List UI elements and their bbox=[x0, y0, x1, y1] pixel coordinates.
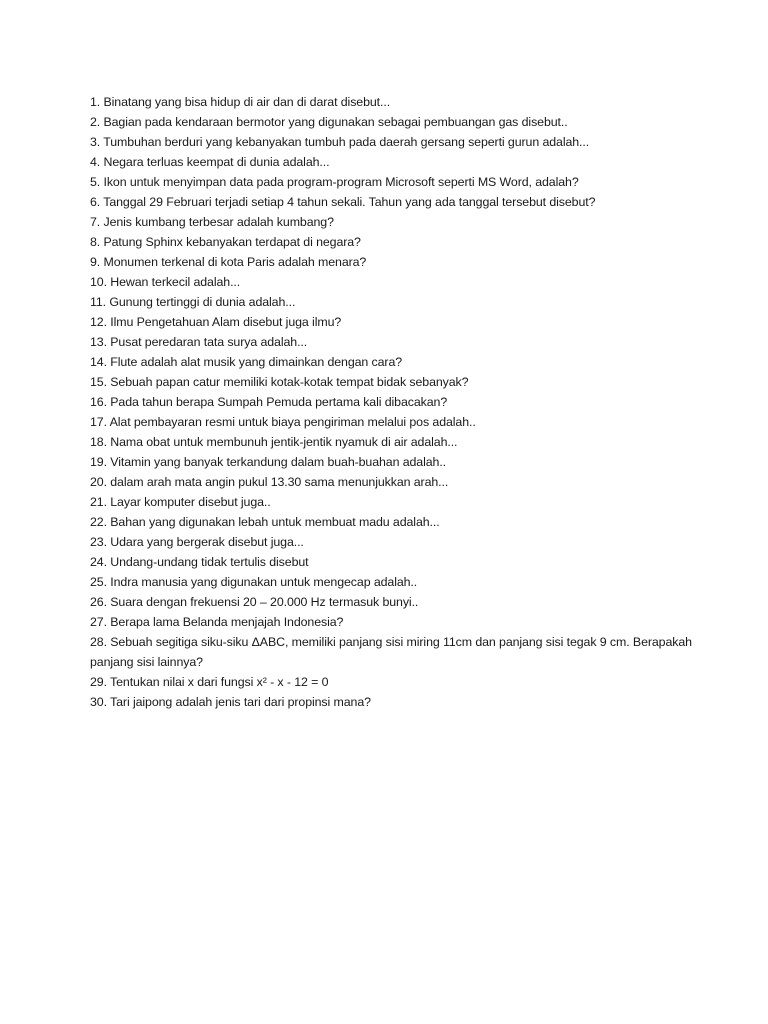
question-item: 6. Tanggal 29 Februari terjadi setiap 4 tahun sekali. Tahun yang ada tanggal tersebut disebut? bbox=[90, 195, 596, 209]
question-item: 28. Sebuah segitiga siku-siku ΔABC, memiliki panjang sisi miring 11cm dan panjang sisi tegak 9 cm. Berapakah panjang sisi lainnya? bbox=[90, 635, 692, 669]
question-item: 22. Bahan yang digunakan lebah untuk membuat madu adalah... bbox=[90, 515, 440, 529]
question-item: 17. Alat pembayaran resmi untuk biaya pengiriman melalui pos adalah.. bbox=[90, 415, 476, 429]
question-item: 30. Tari jaipong adalah jenis tari dari propinsi mana? bbox=[90, 695, 371, 709]
question-item: 26. Suara dengan frekuensi 20 – 20.000 Hz termasuk bunyi.. bbox=[90, 595, 419, 609]
question-item: 9. Monumen terkenal di kota Paris adalah menara? bbox=[90, 255, 367, 269]
question-item: 18. Nama obat untuk membunuh jentik-jentik nyamuk di air adalah... bbox=[90, 435, 458, 449]
question-item: 15. Sebuah papan catur memiliki kotak-kotak tempat bidak sebanyak? bbox=[90, 375, 469, 389]
question-item: 5. Ikon untuk menyimpan data pada program-program Microsoft seperti MS Word, adalah? bbox=[90, 175, 579, 189]
question-item: 1. Binatang yang bisa hidup di air dan di darat disebut... bbox=[90, 95, 391, 109]
question-item: 23. Udara yang bergerak disebut juga... bbox=[90, 535, 304, 549]
question-item: 27. Berapa lama Belanda menjajah Indonesia? bbox=[90, 615, 344, 629]
question-item: 3. Tumbuhan berduri yang kebanyakan tumbuh pada daerah gersang seperti gurun adalah... bbox=[90, 135, 590, 149]
question-item: 11. Gunung tertinggi di dunia adalah... bbox=[90, 295, 296, 309]
question-item: 2. Bagian pada kendaraan bermotor yang digunakan sebagai pembuangan gas disebut.. bbox=[90, 115, 568, 129]
question-item: 14. Flute adalah alat musik yang dimainkan dengan cara? bbox=[90, 355, 403, 369]
question-item: 7. Jenis kumbang terbesar adalah kumbang? bbox=[90, 215, 334, 229]
question-item: 16. Pada tahun berapa Sumpah Pemuda pertama kali dibacakan? bbox=[90, 395, 448, 409]
question-item: 25. Indra manusia yang digunakan untuk mengecap adalah.. bbox=[90, 575, 418, 589]
question-item: 10. Hewan terkecil adalah... bbox=[90, 275, 241, 289]
question-item: 20. dalam arah mata angin pukul 13.30 sama menunjukkan arah... bbox=[90, 475, 449, 489]
question-list bbox=[90, 92, 730, 712]
question-item: 19. Vitamin yang banyak terkandung dalam buah-buahan adalah.. bbox=[90, 455, 447, 469]
question-item: 12. Ilmu Pengetahuan Alam disebut juga ilmu? bbox=[90, 315, 342, 329]
question-item: 4. Negara terluas keempat di dunia adalah... bbox=[90, 155, 330, 169]
question-item: 24. Undang-undang tidak tertulis disebut bbox=[90, 555, 309, 569]
question-item: 8. Patung Sphinx kebanyakan terdapat di negara? bbox=[90, 235, 361, 249]
question-item: 21. Layar komputer disebut juga.. bbox=[90, 495, 271, 509]
question-item: 13. Pusat peredaran tata surya adalah... bbox=[90, 335, 308, 349]
question-item: 29. Tentukan nilai x dari fungsi x² - x - 12 = 0 bbox=[90, 675, 329, 689]
